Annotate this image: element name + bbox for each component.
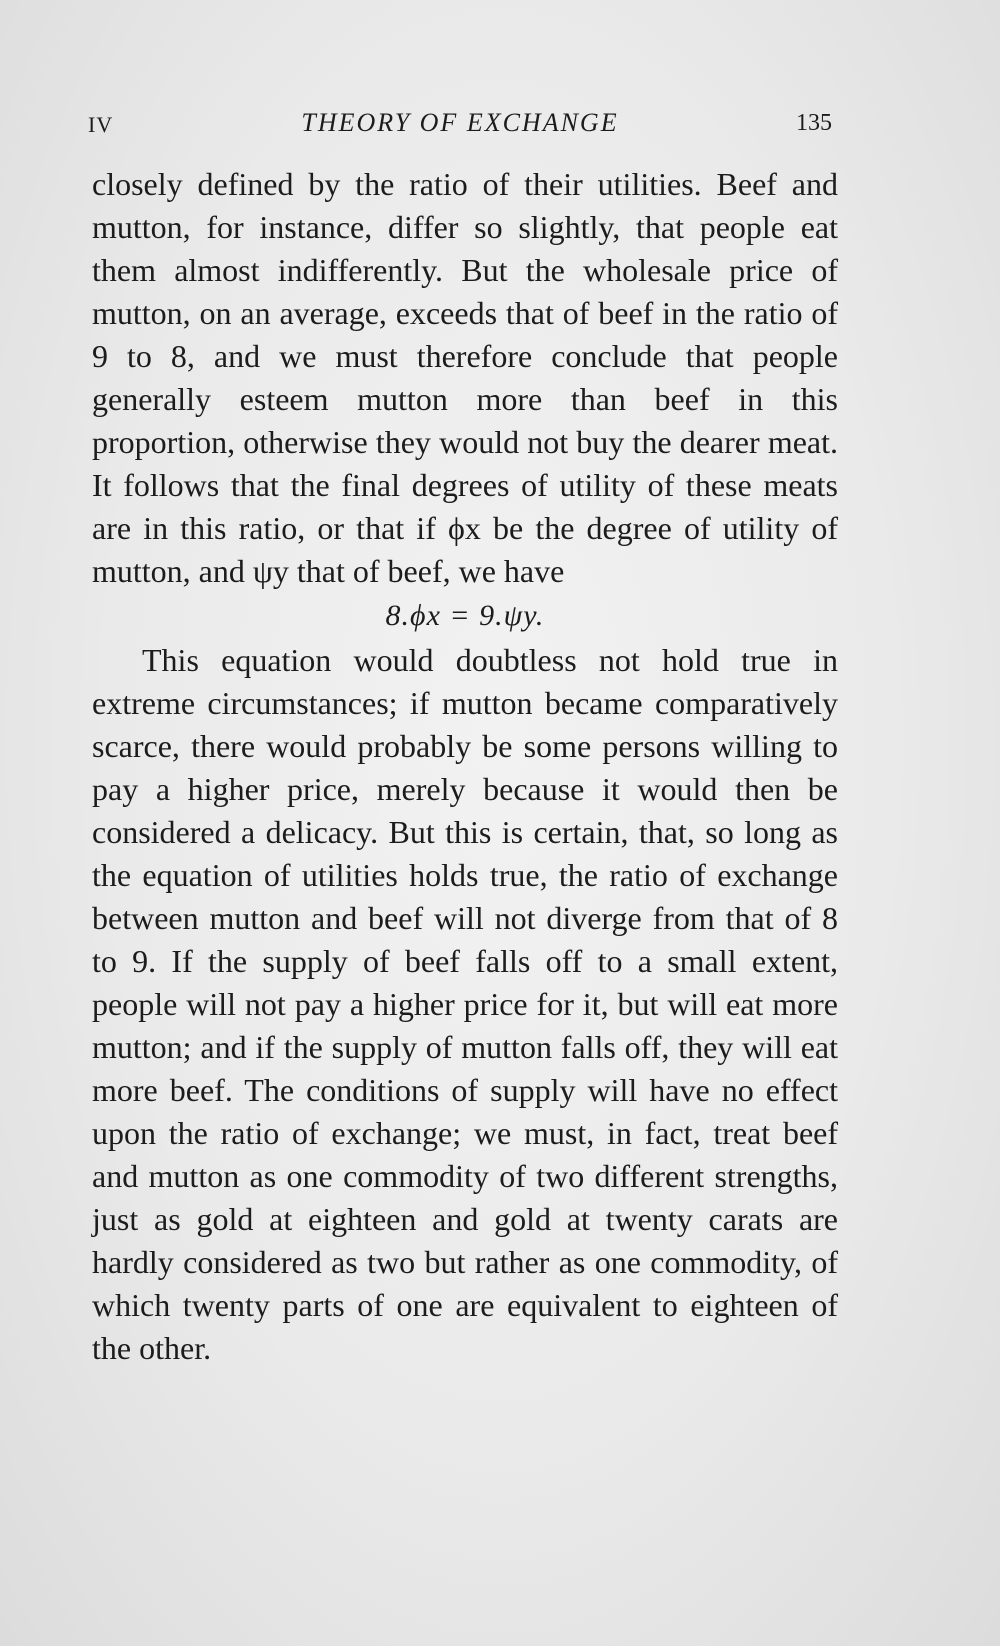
paragraph-continued: closely defined by the ratio of their utilities. Beef and mutton, for instance, differ so slightly, that people eat them almost indifferently. But the wholesale price of mutton, on an average, exceeds that of beef in the ratio of 9 to 8, and we must therefore conclude that people generally esteem mutton more than beef in this proportion, otherwise they would not buy the dearer meat. It follows that the final degrees of utility of these meats are in this ratio, or that if ϕx be the degree of utility of mutton, and ψy that of beef, we have — [92, 166, 838, 589]
running-head — [88, 108, 832, 148]
paragraph-equation-discussion: This equation would doubtless not hold true in extreme circumstances; if mutton became comparatively scarce, there would probably be some persons willing to pay a higher price, merely because it would then be considered a delicacy. But this is certain, that, so long as the equation of utilities holds true, the ratio of exchange between mutton and beef will not diverge from that of 8 to 9. If the supply of beef falls off to a small extent, people will not pay a higher price for it, but will eat more mutton; and if the supply of mutton falls off, they will eat more beef. The conditions of supply will have no effect upon the ratio of exchange; we must, in fact, treat beef and mutton as one commodity of two different strengths, just as gold at eighteen and gold at twenty carats are hardly considered as two but rather as one commodity, of which twenty parts of one are equivalent to eighteen of the other. — [92, 642, 838, 1366]
page-number: 135 — [796, 110, 832, 136]
utility-equation: 8.ϕx = 9.ψy. — [385, 599, 545, 632]
body-text — [92, 163, 838, 1370]
section-number: IV — [88, 112, 114, 137]
running-title: THEORY OF EXCHANGE — [301, 108, 619, 137]
